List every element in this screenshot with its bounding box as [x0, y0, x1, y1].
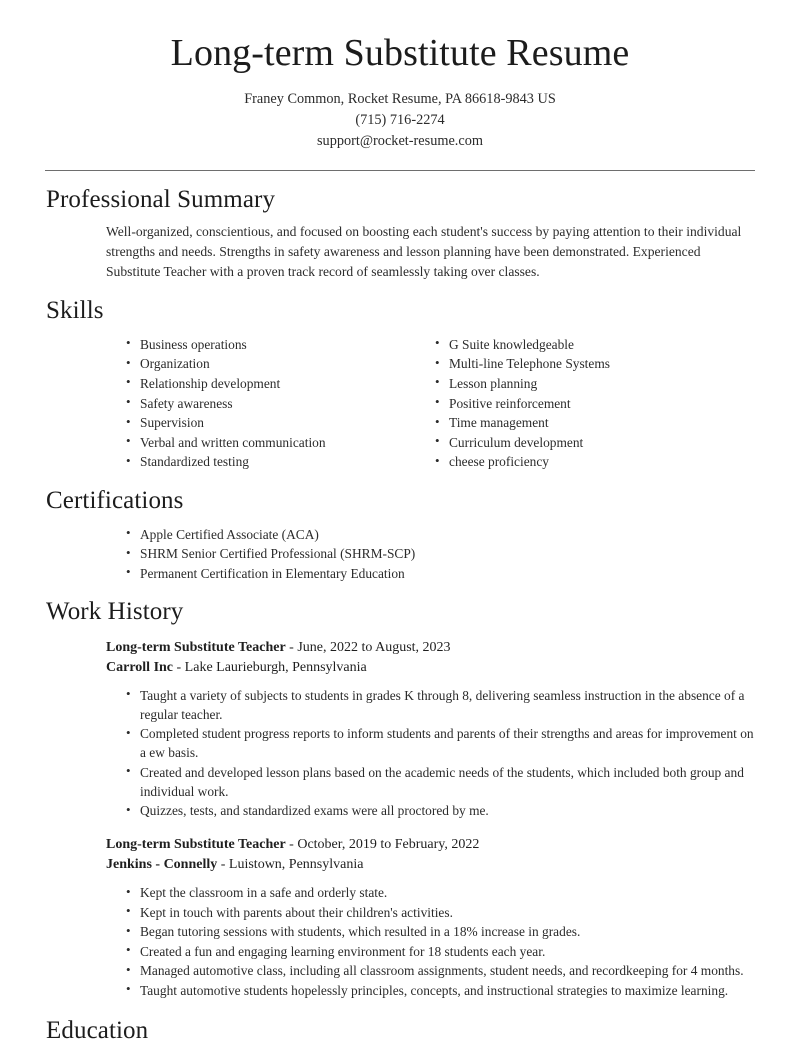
- list-item: • Curriculum development: [435, 433, 754, 452]
- job-company: Jenkins - Connelly: [106, 857, 218, 872]
- list-item: • Taught automotive students hopelessly principles, concepts, and instructional strategies to maximize learning.: [126, 981, 754, 1000]
- section-professional-summary: [0, 185, 800, 282]
- list-item: • Supervision: [126, 413, 400, 432]
- list-item: • Apple Certified Associate (ACA): [126, 525, 754, 544]
- job-company-line: [46, 855, 754, 875]
- list-item: • G Suite knowledgeable: [435, 335, 754, 354]
- job-company: Carroll Inc: [106, 659, 174, 675]
- list-item: • Kept in touch with parents about their children's activities.: [126, 903, 754, 922]
- section-certifications: [0, 486, 800, 583]
- list-item: • Created a fun and engaging learning environment for 18 students each year.: [126, 942, 754, 961]
- page-title: Long-term Substitute Resume: [170, 32, 630, 74]
- skills-list-right: [400, 335, 754, 471]
- list-item: • Taught a variety of subjects to students in grades K through 8, delivering seamless instruction in the absence of a regular teacher.: [126, 686, 754, 724]
- list-item: • Began tutoring sessions with students, which resulted in a 18% increase in grades.: [126, 922, 754, 941]
- job-title-line: [46, 835, 754, 855]
- section-heading-work-history: Work History: [46, 597, 184, 625]
- skills-column-left: [46, 335, 400, 472]
- list-item: • Safety awareness: [126, 394, 400, 413]
- contact-phone: (715) 716-2274: [355, 111, 445, 128]
- section-work-history: [0, 597, 800, 1000]
- section-heading-skills: Skills: [46, 296, 104, 324]
- section-heading-summary: Professional Summary: [46, 186, 276, 214]
- job-dates: - June, 2022 to August, 2023: [289, 639, 451, 655]
- header-divider: [45, 170, 755, 171]
- list-item: • Organization: [126, 354, 400, 373]
- list-item: • Relationship development: [126, 374, 400, 393]
- skills-columns: [46, 333, 754, 472]
- list-item: • Completed student progress reports to inform students and parents of their strengths and areas for improvement on a ew basis.: [126, 724, 754, 762]
- list-item: • Quizzes, tests, and standardized exams were all proctored by me.: [126, 801, 754, 820]
- skills-list-left: [46, 335, 400, 471]
- job-entry: [46, 821, 754, 1000]
- job-bullets: [46, 678, 754, 821]
- section-heading-certifications: Certifications: [46, 486, 184, 514]
- job-role: Long-term Substitute Teacher: [106, 639, 286, 655]
- job-bullets: [46, 875, 754, 1000]
- section-education: [0, 1016, 800, 1046]
- job-location: - Luistown, Pennsylvania: [220, 857, 364, 872]
- list-item: • Standardized testing: [126, 452, 400, 471]
- contact-address: Franey Common, Rocket Resume, PA 86618-9843 US: [244, 90, 556, 107]
- list-item: • Verbal and written communication: [126, 433, 400, 452]
- list-item: • Created and developed lesson plans based on the academic needs of the students, which included both group and individual work.: [126, 763, 754, 801]
- list-item: • Time management: [435, 413, 754, 432]
- contact-email: support@rocket-resume.com: [316, 132, 483, 149]
- job-dates: - October, 2019 to February, 2022: [289, 836, 480, 852]
- job-company-line: [46, 658, 754, 678]
- section-skills: [0, 296, 800, 472]
- job-location: - Lake Laurieburgh, Pennsylvania: [176, 659, 367, 675]
- list-item: • cheese proficiency: [435, 452, 754, 471]
- list-item: • Permanent Certification in Elementary Education: [126, 564, 754, 583]
- skills-column-right: [400, 335, 754, 472]
- job-entry: [46, 634, 754, 821]
- list-item: • Business operations: [126, 335, 400, 354]
- resume-header: [0, 0, 800, 152]
- list-item: • Lesson planning: [435, 374, 754, 393]
- list-item: • Managed automotive class, including all classroom assignments, student needs, and recordkeeping for 4 months.: [126, 961, 754, 980]
- list-item: • Positive reinforcement: [435, 394, 754, 413]
- summary-text: Well-organized, conscientious, and focused on boosting each student's success by paying attention to their individual strengths and needs. Strengths in safety awareness and lesson planning have been demonstrated. Experienced Substitute Teacher with a proven track record of seamlessly taking over classes.: [106, 224, 742, 279]
- list-item: • SHRM Senior Certified Professional (SHRM-SCP): [126, 544, 754, 563]
- section-heading-education: Education: [46, 1016, 149, 1044]
- job-role: Long-term Substitute Teacher: [106, 836, 286, 852]
- job-title-line: [46, 638, 754, 658]
- list-item: • Kept the classroom in a safe and orderly state.: [126, 883, 754, 902]
- certifications-list: [46, 523, 754, 583]
- list-item: • Multi-line Telephone Systems: [435, 354, 754, 373]
